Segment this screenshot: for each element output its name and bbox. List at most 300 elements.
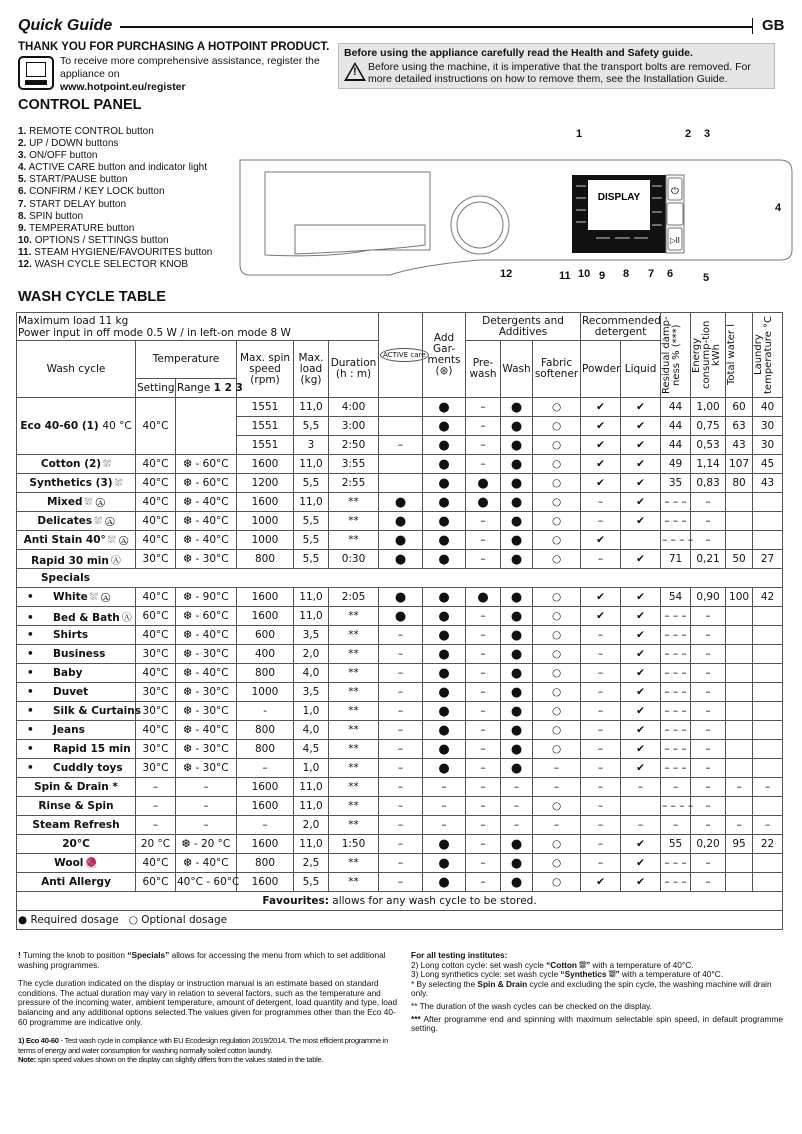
table-cell: ✔ <box>621 683 661 702</box>
table-cell: 60 <box>726 398 753 417</box>
table-row <box>17 740 783 759</box>
wash-cycle-name: • White ⛆ Ⓐ <box>17 588 136 607</box>
table-cell: 50 <box>726 550 753 569</box>
table-cell: ** <box>329 778 379 797</box>
table-cell: 5,5 <box>294 873 329 892</box>
table-cell: ❆ - 40°C <box>176 626 237 645</box>
table-cell: 4:00 <box>329 398 379 417</box>
table-cell <box>726 645 753 664</box>
table-cell: 4,0 <box>294 664 329 683</box>
table-cell <box>753 664 783 683</box>
table-cell: ❆ - 30°C <box>176 740 237 759</box>
cycle-icon: ⛆ Ⓐ <box>84 497 105 508</box>
wash-cycle-name: Cotton (2) ⛆ <box>17 455 136 474</box>
table-row <box>17 664 783 683</box>
table-cell: ✔ <box>621 512 661 531</box>
control-panel-item: 10. OPTIONS / SETTINGS button <box>18 234 169 246</box>
header-add-garments: Add Gar-ments (⊛) <box>423 313 466 398</box>
table-cell: ✔ <box>621 436 661 455</box>
cycle-icon: ⛆ Ⓐ <box>94 516 115 527</box>
table-cell <box>621 797 661 816</box>
table-cell <box>726 512 753 531</box>
table-cell <box>753 721 783 740</box>
table-cell: ✔ <box>581 873 621 892</box>
table-cell: – <box>466 816 501 835</box>
table-cell: ✔ <box>621 873 661 892</box>
table-cell: – <box>691 740 726 759</box>
table-cell <box>753 493 783 512</box>
table-cell: ● <box>423 474 466 493</box>
table-cell: – <box>533 759 581 778</box>
table-cell: – <box>691 797 726 816</box>
table-cell: 5,5 <box>294 417 329 436</box>
table-cell: – <box>379 740 423 759</box>
computer-icon <box>18 56 54 90</box>
table-cell: – <box>691 702 726 721</box>
table-cell: – <box>581 759 621 778</box>
table-cell <box>17 911 783 930</box>
table-cell: ○ <box>533 854 581 873</box>
table-cell: 5,5 <box>294 474 329 493</box>
table-cell: ● <box>423 683 466 702</box>
table-cell: 40°C <box>136 455 176 474</box>
table-cell: – – – <box>661 854 691 873</box>
table-cell: ✔ <box>581 531 621 550</box>
table-cell: 0,20 <box>691 835 726 854</box>
table-cell: – <box>533 816 581 835</box>
table-cell: – <box>691 873 726 892</box>
header-residual: Residual damp-ness % (***) <box>661 313 691 398</box>
table-cell: ✔ <box>621 417 661 436</box>
table-cell <box>726 759 753 778</box>
table-cell: 1,00 <box>691 398 726 417</box>
header-fabric-softener: Fabric softener <box>533 341 581 398</box>
header-spin: Max. spin speed (rpm) <box>237 341 294 398</box>
table-cell: ● <box>501 493 533 512</box>
table-cell: 3:00 <box>329 417 379 436</box>
table-cell: – <box>691 531 726 550</box>
table-cell: 11,0 <box>294 588 329 607</box>
table-cell: 40°C <box>136 531 176 550</box>
table-cell: 40°C - 60°C <box>176 873 237 892</box>
table-cell <box>726 702 753 721</box>
table-cell: – <box>691 683 726 702</box>
table-cell: ● <box>423 721 466 740</box>
table-cell: ● <box>423 417 466 436</box>
table-cell: – <box>466 721 501 740</box>
table-cell: 40°C <box>136 588 176 607</box>
table-cell: 1000 <box>237 512 294 531</box>
table-cell: – <box>379 759 423 778</box>
table-cell: ● <box>423 436 466 455</box>
table-cell: – <box>466 759 501 778</box>
wash-cycle-table-title: WASH CYCLE TABLE <box>18 289 166 305</box>
table-cell: ** <box>329 512 379 531</box>
table-cell: – <box>621 778 661 797</box>
table-cell: ✔ <box>621 550 661 569</box>
cycle-icon: ⛆ <box>103 459 112 470</box>
table-cell <box>753 740 783 759</box>
callout-12: 12 <box>500 268 513 280</box>
control-panel-item: 11. STEAM HYGIENE/FAVOURITES button <box>18 246 213 258</box>
header-range: Range 1 2 3 <box>176 379 237 398</box>
wash-cycle-name: Wool 🧶 <box>17 854 136 873</box>
table-cell: – <box>581 683 621 702</box>
table-cell: ● <box>423 702 466 721</box>
table-cell: – <box>176 797 237 816</box>
table-cell: ● <box>501 531 533 550</box>
notes-right <box>411 951 783 1037</box>
wash-cycle-name: • Shirts <box>17 626 136 645</box>
table-cell <box>379 398 423 417</box>
table-cell: – <box>379 854 423 873</box>
register-instructions: To receive more comprehensive assistance, register the appliance on <box>60 55 320 80</box>
table-cell: ○ <box>533 873 581 892</box>
table-cell: ✔ <box>621 835 661 854</box>
table-cell: 11,0 <box>294 607 329 626</box>
table-cell <box>726 854 753 873</box>
wash-cycle-name: • Duvet <box>17 683 136 702</box>
note-testing: For all testing institutes: 2) Long cotton cycle: set wash cycle “Cotton ⛆” with a temperature of 40°C. 3) Long synthetics cycle: set wash cycle “Synthetics ⛆” with a temperature of 40°C. <box>411 950 724 980</box>
table-cell: ○ <box>533 531 581 550</box>
table-cell: ** <box>329 645 379 664</box>
thanks-heading: THANK YOU FOR PURCHASING A HOTPOINT PRODUCT. <box>18 41 330 53</box>
cycle-icon: 🧶 <box>85 858 98 869</box>
table-cell: – – – <box>661 512 691 531</box>
table-cell: – <box>691 721 726 740</box>
table-cell: 44 <box>661 436 691 455</box>
table-cell: ❆ - 40°C <box>176 512 237 531</box>
detergent-drawer <box>265 172 430 256</box>
table-cell: – <box>581 550 621 569</box>
control-panel-item: 5. START/PAUSE button <box>18 174 128 186</box>
table-cell: – <box>379 816 423 835</box>
table-cell: – – – <box>661 493 691 512</box>
power-icon: ⏻ <box>671 186 679 197</box>
callout-3: 3 <box>704 128 711 140</box>
table-row <box>17 816 783 835</box>
table-cell: – – – – <box>661 531 691 550</box>
table-cell <box>753 607 783 626</box>
table-cell: 40°C <box>136 474 176 493</box>
header-wash-cycle: Wash cycle <box>17 341 136 398</box>
table-cell: 1600 <box>237 455 294 474</box>
table-cell: – <box>136 816 176 835</box>
cycle-icon: ⛆ Ⓐ <box>107 535 129 546</box>
table-cell: 60°C <box>136 873 176 892</box>
table-cell: – <box>379 626 423 645</box>
table-cell: 2:55 <box>329 474 379 493</box>
table-cell: – <box>136 797 176 816</box>
table-cell: – <box>466 512 501 531</box>
table-cell: ✔ <box>621 854 661 873</box>
table-cell: – <box>237 816 294 835</box>
table-cell: – <box>423 778 466 797</box>
table-row <box>17 569 783 588</box>
table-cell: ● <box>466 474 501 493</box>
table-row <box>17 759 783 778</box>
cycle-icon: ⛆ Ⓐ <box>89 592 111 603</box>
callout-5: 5 <box>703 272 710 284</box>
table-cell: ✔ <box>621 702 661 721</box>
selector-knob-ring <box>451 196 509 254</box>
table-cell: – <box>581 702 621 721</box>
wash-cycle-name: Steam Refresh <box>17 816 136 835</box>
table-cell: – <box>581 493 621 512</box>
table-cell: – <box>379 721 423 740</box>
section-heading: Specials <box>17 569 783 588</box>
table-cell: 0,53 <box>691 436 726 455</box>
table-cell: – <box>581 645 621 664</box>
table-cell: – <box>581 721 621 740</box>
note-duration: The cycle duration indicated on the display or instruction manual is an estimate based on standard conditions. The actual duration may vary in relation to several factors, such as the temperature and pressure of the incoming water, ambient temperature, amount of detergent, load quantity and type, load balancing and any additional options selected.The values given for programmes other than the Eco 40-60 programme are indicative only. <box>18 978 398 1027</box>
table-cell: ● <box>501 740 533 759</box>
table-cell: ○ <box>533 664 581 683</box>
header-setting: Setting <box>136 379 176 398</box>
table-cell <box>726 626 753 645</box>
table-cell <box>753 797 783 816</box>
table-row <box>17 588 783 607</box>
table-cell: ○ <box>533 797 581 816</box>
table-cell: ● <box>423 835 466 854</box>
table-cell: 40°C <box>136 626 176 645</box>
control-panel-item: 9. TEMPERATURE button <box>18 222 135 234</box>
table-cell: ○ <box>533 588 581 607</box>
table-cell: 0,75 <box>691 417 726 436</box>
table-cell: – <box>136 778 176 797</box>
table-row <box>17 474 783 493</box>
table-cell: ○ <box>533 721 581 740</box>
table-cell: – <box>176 816 237 835</box>
table-cell <box>726 873 753 892</box>
wash-cycle-table <box>16 312 783 930</box>
table-cell: 800 <box>237 721 294 740</box>
header-liquid: Liquid <box>621 341 661 398</box>
table-cell: – <box>691 626 726 645</box>
table-cell: ● <box>501 702 533 721</box>
table-cell: 1600 <box>237 493 294 512</box>
table-cell: 30°C <box>136 702 176 721</box>
table-cell: – <box>691 816 726 835</box>
table-cell: ● <box>423 531 466 550</box>
table-cell: – <box>501 816 533 835</box>
table-cell: ○ <box>533 436 581 455</box>
register-link[interactable]: www.hotpoint.eu/register <box>60 81 186 93</box>
header-detergents: Detergents and Additives <box>466 313 581 341</box>
table-cell: ● <box>423 493 466 512</box>
table-cell: – <box>466 854 501 873</box>
warning-icon: ! <box>344 62 366 81</box>
table-cell: ● <box>423 512 466 531</box>
table-cell: ○ <box>533 607 581 626</box>
table-cell: ● <box>501 436 533 455</box>
table-cell: – – – <box>661 626 691 645</box>
table-cell: – – – <box>661 740 691 759</box>
table-cell: ✔ <box>621 626 661 645</box>
table-cell: ● <box>379 588 423 607</box>
table-cell: ** <box>329 797 379 816</box>
table-cell: ● <box>423 873 466 892</box>
table-cell: 30 <box>753 436 783 455</box>
table-cell <box>753 759 783 778</box>
table-cell: – <box>691 645 726 664</box>
table-cell: ● <box>379 607 423 626</box>
table-cell: 800 <box>237 664 294 683</box>
table-cell: Eco 40-60 (1) 40 °C <box>17 398 136 455</box>
table-cell: ✔ <box>621 664 661 683</box>
table-cell: 30°C <box>136 550 176 569</box>
table-cell: – <box>726 778 753 797</box>
table-cell: – – – <box>661 664 691 683</box>
table-cell: ● <box>501 873 533 892</box>
table-cell: ✔ <box>581 588 621 607</box>
wash-cycle-name: Rapid 30 min Ⓐ <box>17 550 136 569</box>
wash-cycle-name: • Bed & Bath Ⓐ <box>17 607 136 626</box>
table-cell: 40°C <box>136 398 176 455</box>
wash-cycle-name: Anti Stain 40° ⛆ Ⓐ <box>17 531 136 550</box>
register-text <box>60 55 320 94</box>
control-panel-list <box>18 126 212 271</box>
table-cell: – <box>581 797 621 816</box>
table-cell: 2,0 <box>294 816 329 835</box>
table-cell: – <box>466 626 501 645</box>
table-cell: 63 <box>726 417 753 436</box>
table-cell: 1000 <box>237 531 294 550</box>
table-cell: – <box>621 816 661 835</box>
table-row <box>17 626 783 645</box>
table-cell: 0:30 <box>329 550 379 569</box>
table-cell: – <box>423 797 466 816</box>
wash-cycle-name: 20°C <box>17 835 136 854</box>
table-cell: – – – <box>661 683 691 702</box>
table-cell: 800 <box>237 854 294 873</box>
table-cell: ● <box>379 550 423 569</box>
table-cell: ❆ - 60°C <box>176 474 237 493</box>
table-cell: – <box>379 797 423 816</box>
table-row <box>17 835 783 854</box>
table-cell: ✔ <box>581 607 621 626</box>
table-cell: – <box>753 778 783 797</box>
wash-cycle-name: Anti Allergy <box>17 873 136 892</box>
table-cell: – <box>466 455 501 474</box>
wash-cycle-name: • Silk & Curtains <box>17 702 136 721</box>
table-cell: ✔ <box>621 493 661 512</box>
table-cell: – <box>466 607 501 626</box>
table-cell: 5,5 <box>294 512 329 531</box>
table-cell: ❆ - 60°C <box>176 607 237 626</box>
table-cell: 1600 <box>237 607 294 626</box>
table-cell: – – – – <box>661 797 691 816</box>
table-row <box>17 645 783 664</box>
table-cell: 30°C <box>136 740 176 759</box>
table-cell: ** <box>329 873 379 892</box>
note-specials: ! Turning the knob to position “Specials” allows for accessing the menu from which to set additional washing programmes. <box>18 950 386 970</box>
table-cell: ✔ <box>621 645 661 664</box>
header-load: Max. load (kg) <box>294 341 329 398</box>
table-cell: ● <box>501 455 533 474</box>
control-panel-item: 4. ACTIVE CARE button and indicator light <box>18 162 208 174</box>
table-cell: ● <box>423 854 466 873</box>
table-cell: ❆ - 40°C <box>176 854 237 873</box>
table-cell: – – – <box>661 873 691 892</box>
control-panel-title: CONTROL PANEL <box>18 97 142 113</box>
wash-cycle-name: • Business <box>17 645 136 664</box>
table-cell: ** <box>329 721 379 740</box>
table-cell: – <box>691 607 726 626</box>
table-cell <box>753 702 783 721</box>
table-cell: ✔ <box>621 455 661 474</box>
language-code: GB <box>762 17 785 34</box>
table-cell: 1551 <box>237 436 294 455</box>
safety-text: Before using the machine, it is imperative that the transport bolts are removed. For more detailed instructions on how to remove them, see the Installation Guide. <box>368 61 751 85</box>
table-cell: – <box>379 645 423 664</box>
table-cell: – <box>581 854 621 873</box>
wash-cycle-name: Spin & Drain * <box>17 778 136 797</box>
table-cell <box>753 854 783 873</box>
wash-cycle-name: • Jeans <box>17 721 136 740</box>
table-cell: ○ <box>533 398 581 417</box>
wash-cycle-name: Mixed ⛆ Ⓐ <box>17 493 136 512</box>
table-cell: 1600 <box>237 873 294 892</box>
table-cell: ○ <box>533 645 581 664</box>
header-energy: Energy consump-tion kWh <box>691 313 726 398</box>
table-cell: ● <box>423 550 466 569</box>
table-cell: 100 <box>726 588 753 607</box>
table-cell: ● <box>379 531 423 550</box>
table-cell: ● <box>501 626 533 645</box>
table-cell: – <box>581 626 621 645</box>
table-cell: 600 <box>237 626 294 645</box>
table-cell: – <box>466 778 501 797</box>
table-cell: – <box>581 778 621 797</box>
header-prewash: Pre-wash <box>466 341 501 398</box>
table-cell: ❆ - 90°C <box>176 588 237 607</box>
callout-2: 2 <box>685 128 692 140</box>
table-cell: – <box>379 873 423 892</box>
wash-cycle-name: Delicates ⛆ Ⓐ <box>17 512 136 531</box>
table-row <box>17 721 783 740</box>
table-cell: – <box>466 531 501 550</box>
table-cell: – – – <box>661 759 691 778</box>
table-cell: ● <box>423 455 466 474</box>
table-cell: 3 <box>294 436 329 455</box>
wash-cycle-selector-knob <box>457 202 503 248</box>
table-cell <box>753 512 783 531</box>
table-cell: ** <box>329 683 379 702</box>
table-cell: – <box>237 759 294 778</box>
note-eco: 1) Eco 40-60 - Test wash cycle in compliance with EU Ecodesign regulation 2019/2014. The most efficient programme in terms of energy and water consumption for washing normally soiled cotton laundry. Note: spin speed values shown on the display can slightly differs from the values stated in the table. <box>18 1036 389 1065</box>
table-cell: 11,0 <box>294 835 329 854</box>
table-cell: – <box>466 550 501 569</box>
table-row <box>17 797 783 816</box>
table-cell: – <box>581 664 621 683</box>
table-cell: ** <box>329 531 379 550</box>
table-cell <box>753 683 783 702</box>
table-cell: ❆ - 30°C <box>176 550 237 569</box>
page-title: Quick Guide <box>18 17 113 34</box>
table-cell: – <box>379 664 423 683</box>
table-cell: 1,0 <box>294 759 329 778</box>
table-cell: 40°C <box>136 721 176 740</box>
callout-9: 9 <box>599 270 606 282</box>
table-cell: – <box>466 436 501 455</box>
table-cell: ● <box>501 417 533 436</box>
table-cell: 40°C <box>136 512 176 531</box>
table-cell: ❆ - 40°C <box>176 493 237 512</box>
table-cell: 1551 <box>237 417 294 436</box>
table-cell: – <box>691 778 726 797</box>
table-cell: ○ <box>533 626 581 645</box>
